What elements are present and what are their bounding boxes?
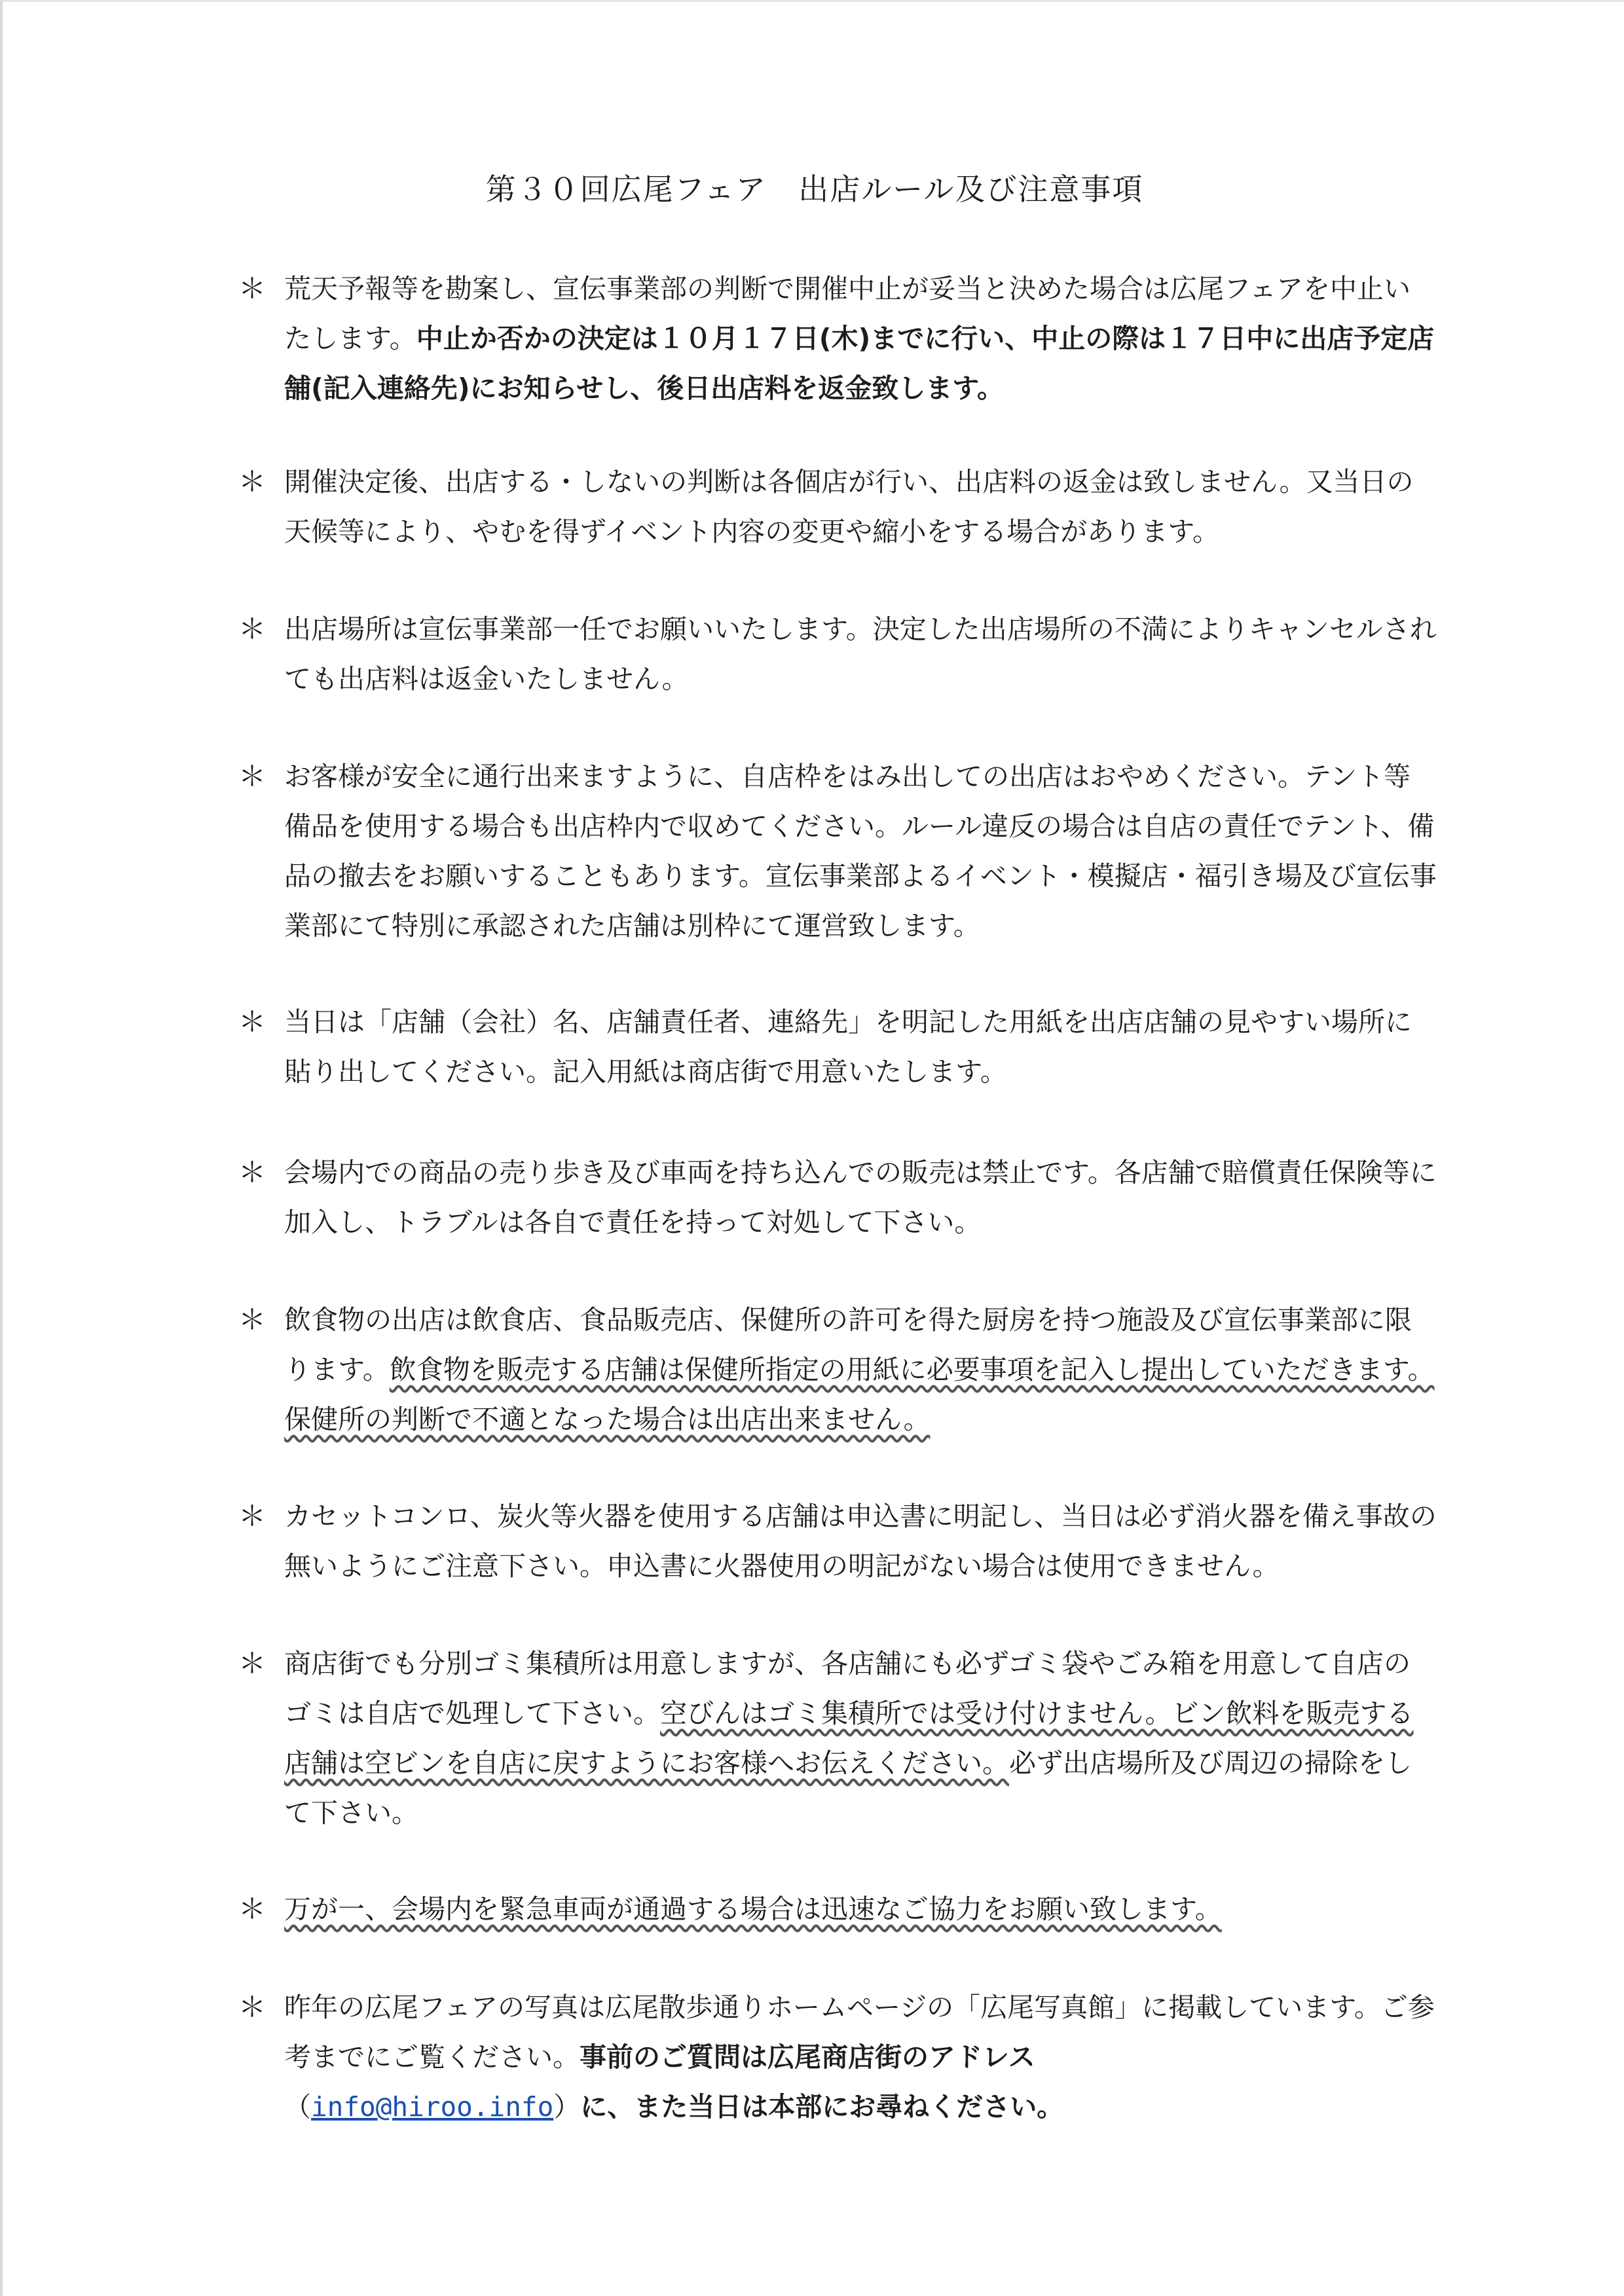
underlined-notice: 空びんはゴミ集積所では受け付けません。ビン飲料を販売する店舗は空ビンを自店に戻すようにお客様へお伝えください。 [284, 1698, 1414, 1779]
underlined-notice: 万が一、会場内を緊急車両が通過する場合は迅速なご協力をお願い致します。 [284, 1893, 1222, 1925]
item-text: 昨年の広尾フェアの写真は広尾散歩通りホームページの「広尾写真館」に掲載しています。ご参考までにご覧ください。事前のご質問は広尾商店街のアドレス （info@hiroo.info）に、また当日は本部にお尋ねください。 [284, 1992, 1435, 2123]
bold-notice: に、また当日は本部にお尋ねください。 [580, 2091, 1064, 2123]
item-text: 出店場所は宣伝事業部一任でお願いいたします。決定した出店場所の不満によりキャンセルされても出店料は返金いたしません。 [284, 613, 1437, 695]
email-link[interactable]: info@hiroo.info [311, 2091, 554, 2123]
bullet-marker: ＊ [238, 613, 267, 645]
item-text: 会場内での商品の売り歩き及び車両を持ち込んでの販売は禁止です。各店舗で賠償責任保険等に加入し、トラブルは各自で責任を持って対処して下さい。 [284, 1157, 1437, 1238]
bold-notice: 事前のご質問は広尾商店街のアドレス [580, 2041, 1035, 2073]
page-title: 第３０回広尾フェア 出店ルール及び注意事項 [485, 172, 1144, 207]
item-text: 当日は「店舗（会社）名、店舗責任者、連絡先」を明記した用紙を出店店舗の見やすい場所に貼り出してください。記入用紙は商店街で用意いたします。 [284, 1006, 1412, 1087]
bullet-marker: ＊ [238, 1647, 267, 1679]
bullet-marker: ＊ [238, 1991, 267, 2023]
item-text: 荒天予報等を勘案し、宣伝事業部の判断で開催中止が妥当と決めた場合は広尾フェアを中止いたします。中止か否かの決定は１０月１７日(木)までに行い、中止の際は１７日中に出店予定店舗(記入連絡先)にお知らせし、後日出店料を返金致します。 [284, 273, 1435, 404]
item-text: 飲食物の出店は飲食店、食品販売店、保健所の許可を得た厨房を持つ施設及び宣伝事業部に限ります。飲食物を販売する店舗は保健所指定の用紙に必要事項を記入し提出していただきます。保健所の判断で不適となった場合は出店出来ません。 [284, 1304, 1435, 1435]
bullet-marker: ＊ [238, 1006, 267, 1038]
bold-notice: 中止か否かの決定は１０月１７日(木)までに行い、中止の際は１７日中に出店予定店舗(記入連絡先)にお知らせし、後日出店料を返金致します。 [284, 323, 1435, 404]
item-text [284, 1884, 1437, 1934]
item-text: 開催決定後、出店する・しないの判断は各個店が行い、出店料の返金は致しません。又当日の天候等により、やむを得ずイベント内容の変更や縮小をする場合があります。 [284, 466, 1414, 547]
underlined-notice: 飲食物を販売する店舗は保健所指定の用紙に必要事項を記入し提出していただきます。保健所の判断で不適となった場合は出店出来ません。 [284, 1354, 1435, 1435]
bullet-marker: ＊ [238, 1893, 267, 1925]
bullet-marker: ＊ [238, 272, 267, 304]
item-text: お客様が安全に通行出来ますように、自店枠をはみ出しての出店はおやめください。テント等備品を使用する場合も出店枠内で収めてください。ルール違反の場合は自店の責任でテント、備品の撤去をお願いすることもあります。宣伝事業部よるイベント・模擬店・福引き場及び宣伝事業部にて特別に承認された店舗は別枠にて運営致します。 [284, 761, 1437, 941]
bullet-marker: ＊ [238, 760, 267, 792]
bullet-marker: ＊ [238, 1500, 267, 1532]
bullet-marker: ＊ [238, 1156, 267, 1188]
item-text: 商店街でも分別ゴミ集積所は用意しますが、各店舗にも必ずゴミ袋やごみ箱を用意して自店のゴミは自店で処理して下さい。空びんはゴミ集積所では受け付けません。ビン飲料を販売する店舗は空ビンを自店に戻すようにお客様へお伝えください。必ず出店場所及び周辺の掃除をして下さい。 [284, 1648, 1414, 1829]
bullet-marker: ＊ [238, 1303, 267, 1336]
bullet-marker: ＊ [238, 465, 267, 498]
item-text: カセットコンロ、炭火等火器を使用する店舗は申込書に明記し、当日は必ず消火器を備え事故の無いようにご注意下さい。申込書に火器使用の明記がない場合は使用できません。 [284, 1501, 1437, 1582]
